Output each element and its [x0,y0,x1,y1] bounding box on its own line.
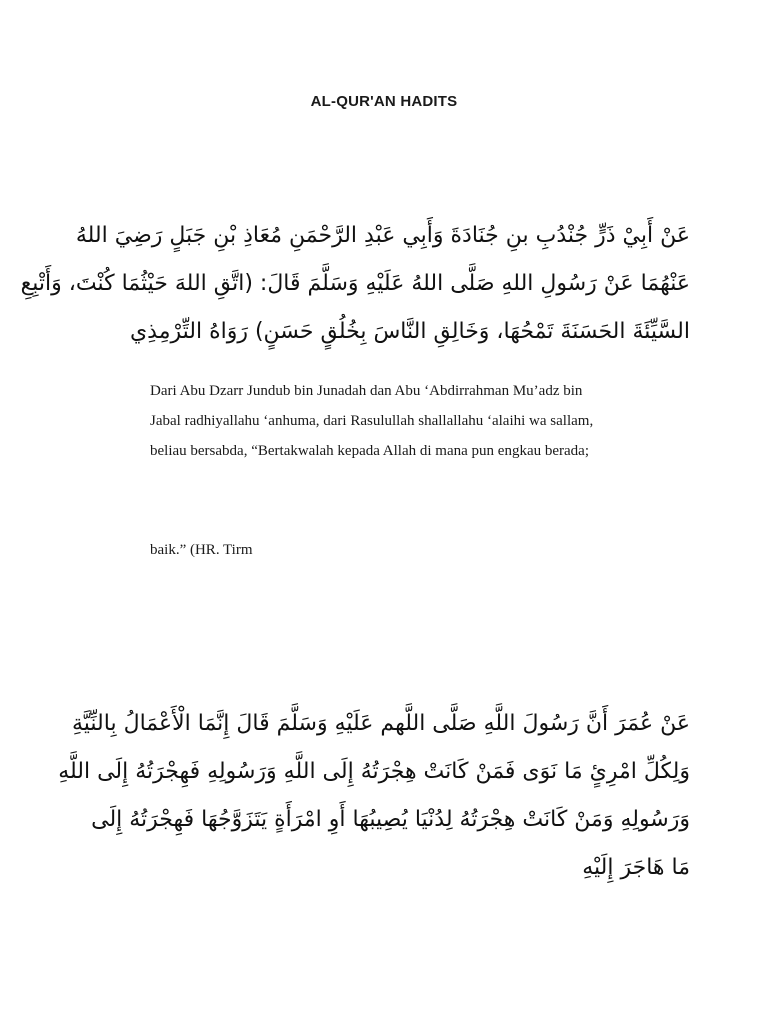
translation-line: Jabal radhiyallahu ‘anhuma, dari Rasulullah shallallahu ‘alaihi wa sallam, [150,413,594,429]
arabic-line: عَنْ عُمَرَ أَنَّ رَسُولَ اللَّهِ صَلَّى اللَّهم عَلَيْهِ وَسَلَّمَ قَالَ إِنَّمَا الْأَعْمَالُ بِالنِّيَّةِ [71,711,690,736]
arabic-line: مَا هَاجَرَ إِلَيْهِ [582,855,690,880]
arabic-line: عَنْهُمَا عَنْ رَسُولِ اللهِ صَلَّى اللهُ عَلَيْهِ وَسَلَّمَ قَالَ: (اتَّقِ اللهَ حَيْثُمَا كُنْتَ، وَأَتْبِعِ [20,271,690,296]
hadith-2-arabic-text [58,700,690,892]
translation-line: beliau bersabda, “Bertakwalah kepada Allah di mana pun engkau berada; [150,443,589,459]
arabic-line: وَلِكُلِّ امْرِئٍ مَا نَوَى فَمَنْ كَانَتْ هِجْرَتُهُ إِلَى اللَّهِ وَرَسُولِهِ فَهِجْرَتُهُ إِلَى اللَّهِ [58,759,690,784]
hadith-1-translation-cutoff [150,535,690,565]
arabic-line: السَّيِّئَةَ الحَسَنَةَ تَمْحُهَا، وَخَالِقِ النَّاسَ بِخُلُقٍ حَسَنٍ) رَوَاهُ التِّرْمِذِي [129,319,690,344]
arabic-line: عَنْ أَبِيْ ذَرٍّ جُنْدُبِ بنِ جُنَادَةَ وَأَبِي عَبْدِ الرَّحْمَنِ مُعَاذِ بْنِ جَبَلٍ رَضِيَ اللهُ [75,223,690,248]
hadith-1-translation [150,376,690,466]
hadith-1-arabic-text [20,212,690,356]
arabic-line: وَرَسُولِهِ وَمَنْ كَانَتْ هِجْرَتُهُ لِدُنْيَا يُصِيبُهَا أَوِ امْرَأَةٍ يَتَزَوَّجُهَا فَهِجْرَتُهُ إِلَى [91,807,690,832]
page-title: AL-QUR'AN HADITS [310,93,458,110]
translation-line: baik.” (HR. Tirm [150,542,253,558]
translation-line: Dari Abu Dzarr Jundub bin Junadah dan Abu ‘Abdirrahman Mu’adz bin [150,383,583,399]
